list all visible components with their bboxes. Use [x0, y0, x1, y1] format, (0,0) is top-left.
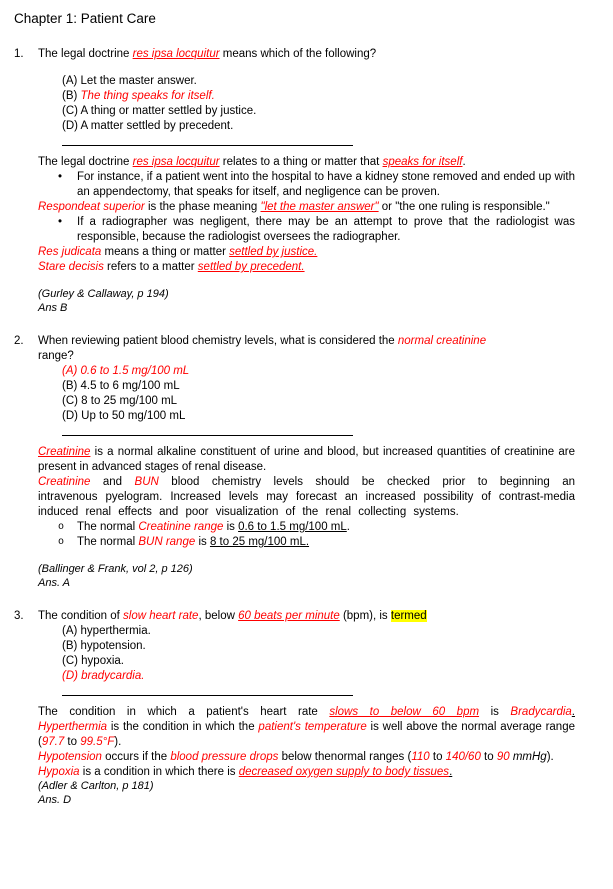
text-run: slows to below 60 bpm: [329, 706, 480, 718]
option-item: [38, 394, 575, 409]
text-run: ).: [114, 736, 122, 748]
options-list: [38, 624, 575, 684]
text-run: Creatinine range: [138, 521, 224, 533]
option-item: [38, 624, 575, 639]
text-run: or "the one ruling is responsible.": [378, 201, 550, 213]
text-run: 110: [411, 751, 430, 763]
bullet-marker-icon: •: [58, 171, 63, 183]
text-run: The legal doctrine: [38, 48, 133, 60]
text-run: Stare decisis: [38, 261, 104, 273]
text-run: settled by justice.: [229, 246, 318, 258]
text-run: The thing speaks for itself.: [80, 90, 215, 102]
text-run: (B) 4.5 to 6 mg/100 mL: [62, 380, 180, 392]
text-run: blood pressure drops: [170, 751, 279, 763]
text-run: (C) hypoxia.: [62, 655, 124, 667]
question-section: [14, 334, 575, 590]
text-run: is a condition in which there is: [79, 766, 239, 778]
text-run: 97.7: [41, 736, 65, 748]
text-run: .: [449, 766, 453, 778]
explanation-paragraph: [38, 245, 575, 260]
explanation-paragraph: [38, 720, 575, 750]
question-prompt: [14, 334, 575, 364]
text-run: is: [195, 536, 210, 548]
text-run: 0.6 to 1.5 mg/100 mL: [238, 521, 347, 533]
text-run: Hyperthermia: [38, 721, 108, 733]
text-run: to: [429, 751, 446, 763]
text-run: Res judicata: [38, 246, 102, 258]
text-run: is: [223, 521, 239, 533]
explanation-paragraph: [38, 750, 575, 765]
text-run: to: [480, 751, 497, 763]
text-run: relates to a thing or matter that: [219, 156, 383, 168]
bullet-item: [58, 215, 575, 245]
option-item: [38, 639, 575, 654]
text-run: blood chemistry levels should be checked prior to beginning an intravenous pyelogram. Increased levels may forecast an increased possibility of contrast-media induced renal effects and poor visualization of the renal collecting systems.: [38, 476, 575, 518]
text-run: (C) A thing or matter settled by justice.: [62, 105, 257, 117]
question-prompt: [14, 47, 575, 62]
explanation-paragraph: [38, 475, 575, 520]
text-run: Hypoxia: [38, 766, 80, 778]
text-run: mmHg: [512, 751, 547, 763]
option-item: [38, 74, 575, 89]
text-run: is the condition in which the: [107, 721, 259, 733]
answer-line: Ans. A: [38, 576, 70, 589]
text-run: 90: [496, 751, 510, 763]
text-run: means which of the following?: [219, 48, 377, 60]
text-run: .: [346, 521, 350, 533]
question-section: [14, 47, 575, 315]
explanation-paragraph: [38, 200, 575, 215]
explanation-paragraph: [38, 705, 575, 720]
answer-line: Ans. D: [38, 793, 72, 806]
text-run: (C) 8 to 25 mg/100 mL: [62, 395, 178, 407]
text-run: (D) A matter settled by precedent.: [62, 120, 234, 132]
text-run: 8 to 25 mg/100 mL.: [209, 536, 310, 548]
text-run: (B): [62, 90, 81, 102]
bullet-marker-icon: •: [58, 216, 63, 228]
text-run: range?: [38, 350, 74, 362]
reference-citation: (Adler & Carlton, p 181): [38, 780, 154, 792]
option-item: [38, 669, 575, 684]
divider-line: [62, 695, 353, 696]
text-run: The normal: [77, 536, 139, 548]
divider-line: [62, 435, 353, 436]
text-run: 140/60: [445, 751, 481, 763]
text-run: to: [64, 736, 81, 748]
text-run: settled by precedent.: [197, 261, 305, 273]
document-content: [14, 47, 575, 807]
bullet-text: [77, 520, 575, 535]
text-run: is well above the normal average range (: [38, 721, 575, 748]
text-run: The condition in which a patient's heart rate: [38, 706, 330, 718]
text-run: BUN range: [138, 536, 196, 548]
text-run: When reviewing patient blood chemistry levels, what is considered the: [38, 335, 398, 347]
text-run: Creatinine: [38, 476, 91, 488]
text-run: The legal doctrine: [38, 156, 133, 168]
chapter-title: Chapter 1: Patient Care: [14, 11, 156, 26]
question-number: 1.: [14, 48, 24, 60]
text-run: 99.5°F: [80, 736, 115, 748]
text-run: "let the master answer": [260, 201, 379, 213]
option-item: [38, 654, 575, 669]
text-run: 60 beats per minute: [238, 610, 340, 622]
reference-citation: (Gurley & Callaway, p 194): [38, 288, 169, 300]
bullet-item: [58, 520, 575, 535]
text-run: (D) bradycardia.: [62, 670, 145, 682]
option-item: [38, 89, 575, 104]
explanation-paragraph: [38, 155, 575, 170]
text-run: occurs if the: [101, 751, 171, 763]
spacer: [38, 62, 575, 74]
text-run: below thenormal ranges (: [278, 751, 412, 763]
text-run: is a normal alkaline constituent of urine and blood, but increased quantities of creatinine are present in advanced stages of renal disease.: [38, 446, 575, 473]
text-run: For instance, if a patient went into the hospital to have a kidney stone removed and ended up with an appendectomy, that speaks for itself, and negligence can be proven.: [77, 171, 575, 198]
option-item: [38, 119, 575, 134]
options-list: [38, 74, 575, 134]
text-run: BUN: [134, 476, 159, 488]
bullet-item: [58, 170, 575, 200]
text-run: speaks for itself: [382, 156, 463, 168]
answer-line: Ans B: [38, 301, 68, 314]
text-run: Respondeat superior: [38, 201, 145, 213]
question-section: [14, 609, 575, 807]
option-item: [38, 409, 575, 424]
text-run: Bradycardia: [510, 706, 572, 718]
divider-line: [62, 145, 353, 146]
text-run: normal creatinine: [397, 335, 487, 347]
text-run: means a thing or matter: [101, 246, 230, 258]
bullet-item: [58, 535, 575, 550]
option-item: [38, 364, 575, 379]
options-list: [38, 364, 575, 424]
bullet-marker-icon: o: [58, 537, 65, 548]
text-run: slow heart rate: [123, 610, 199, 622]
text-run: If a radiographer was negligent, there may be an attempt to prove that the radiologist was responsible, because the radiologist oversees the radiographer.: [77, 216, 575, 243]
text-run: .: [462, 156, 466, 168]
text-run: (D) Up to 50 mg/100 mL: [62, 410, 186, 422]
explanation-paragraph: [38, 260, 575, 275]
text-run: refers to a matter: [103, 261, 198, 273]
text-run: ).: [546, 751, 554, 763]
option-item: [38, 104, 575, 119]
question-number: 2.: [14, 335, 24, 347]
text-run: Hypotension: [38, 751, 102, 763]
text-run: The condition of: [38, 610, 124, 622]
explanation-paragraph: [38, 765, 575, 780]
explanation-paragraph: [38, 445, 575, 475]
text-run: (A) 0.6 to 1.5 mg/100 mL: [62, 365, 190, 377]
bullet-text: [77, 170, 575, 200]
text-run: (B) hypotension.: [62, 640, 146, 652]
bullet-text: [77, 215, 575, 245]
text-run: res ipsa locquitur: [132, 156, 220, 168]
question-number: 3.: [14, 610, 24, 622]
text-run: is: [479, 706, 511, 718]
bullet-marker-icon: o: [58, 522, 65, 533]
text-run: (bpm), is: [339, 610, 391, 622]
text-run: (A) Let the master answer.: [62, 75, 197, 87]
text-run: decreased oxygen supply to body tissues: [238, 766, 450, 778]
bullet-text: [77, 535, 575, 550]
option-item: [38, 379, 575, 394]
text-run: res ipsa locquitur: [132, 48, 220, 60]
text-run: termed: [390, 610, 427, 622]
text-run: , below: [198, 610, 239, 622]
text-run: .: [571, 706, 575, 718]
question-prompt: [14, 609, 575, 624]
text-run: The normal: [77, 521, 139, 533]
text-run: is the phase meaning: [144, 201, 261, 213]
text-run: Creatinine: [38, 446, 91, 458]
text-run: and: [90, 476, 135, 488]
text-run: patient's temperature: [258, 721, 367, 733]
text-run: (A) hyperthermia.: [62, 625, 151, 637]
reference-citation: (Ballinger & Frank, vol 2, p 126): [38, 563, 193, 575]
